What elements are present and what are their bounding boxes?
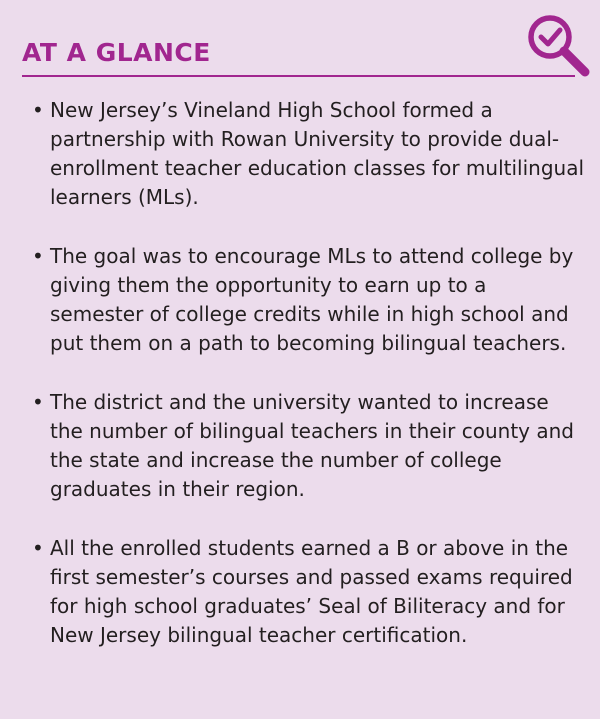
heading-divider bbox=[22, 75, 575, 77]
bullet-marker: • bbox=[32, 98, 44, 122]
bullet-list bbox=[32, 96, 584, 680]
section-heading: AT A GLANCE bbox=[22, 38, 211, 67]
bullet-item bbox=[32, 388, 584, 504]
magnifier-check-icon bbox=[523, 10, 593, 80]
bullet-item bbox=[32, 534, 584, 650]
bullet-text: The district and the university wanted to increase the number of bilingual teachers in their county and the state and increase the number of college graduates in their region. bbox=[50, 390, 574, 501]
bullet-marker: • bbox=[32, 536, 44, 560]
bullet-text: The goal was to encourage MLs to attend college by giving them the opportunity to earn up to a semester of college credits while in high school and put them on a path to becoming bilingual teachers. bbox=[50, 244, 574, 355]
bullet-marker: • bbox=[32, 244, 44, 268]
bullet-marker: • bbox=[32, 390, 44, 414]
bullet-item bbox=[32, 96, 584, 212]
bullet-text: New Jersey’s Vineland High School formed a partnership with Rowan University to provide dual-enrollment teacher education classes for multilingual learners (MLs). bbox=[50, 98, 585, 209]
bullet-item bbox=[32, 242, 584, 358]
bullet-text: All the enrolled students earned a B or above in the first semester’s courses and passed exams required for high school graduates’ Seal of Biliteracy and for New Jersey bilingual teacher certification. bbox=[50, 536, 573, 647]
